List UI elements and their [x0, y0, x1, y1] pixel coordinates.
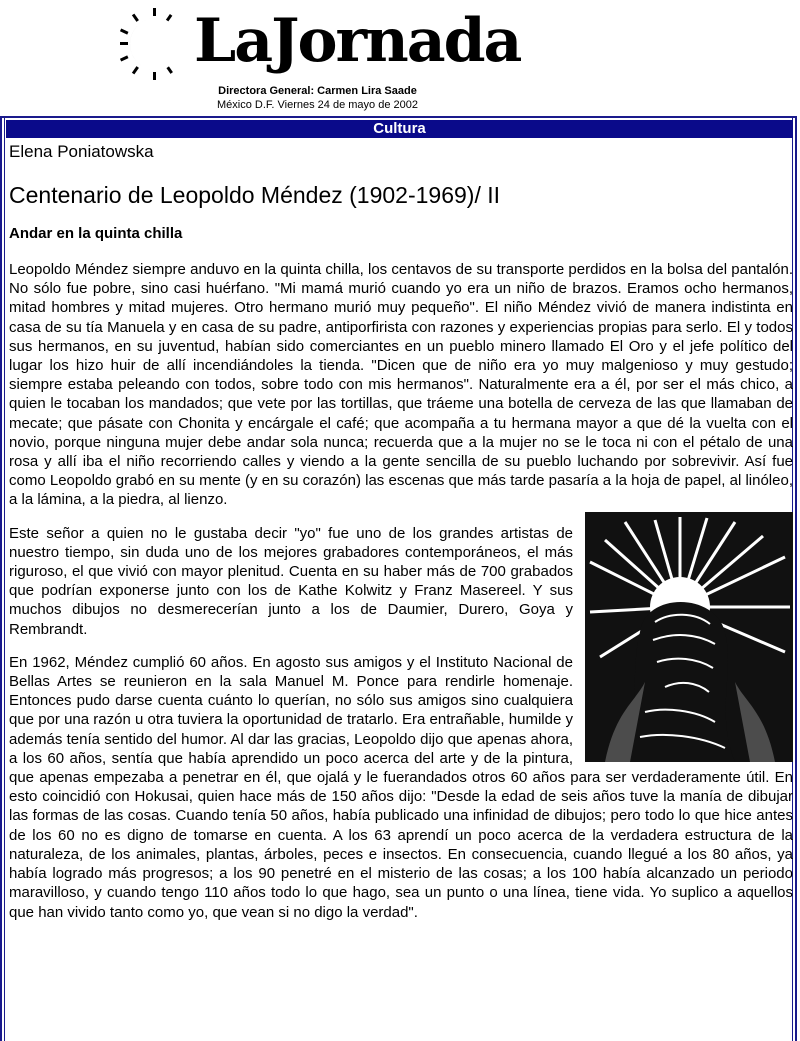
woodcut-engraving-image — [585, 512, 793, 762]
sunburst-icon — [120, 8, 192, 80]
dateline: México D.F. Viernes 24 de mayo de 2002 — [217, 99, 418, 111]
logo-wordmark: LaJornada — [194, 6, 521, 76]
logo[interactable] — [120, 6, 520, 84]
article — [9, 140, 793, 922]
director-line: Directora General: Carmen Lira Saade — [218, 85, 417, 97]
masthead — [0, 0, 800, 118]
author-byline: Elena Poniatowska — [9, 142, 154, 161]
article-paragraph: Este señor a quien no le gustaba decir "yo" fue uno de los grandes artistas de nuestro tiempo, sin duda uno de los mejores grabadores contemporáneos, el más riguroso, el que vivió con mayor plenitud. Cuenta en su haber más de 700 grabados que podrían exponerse junto con los de Kathe Kolwitz y Franz Masereel. Y sus muchos dibujos no desmerecerían junto a los de Daumier, Durero, Goya y Rembrandt. — [9, 524, 573, 638]
article-paragraph: Leopoldo Méndez siempre anduvo en la quinta chilla, los centavos de su transporte perdidos en la bolsa del pantalón. No sólo fue pobre, sino casi huérfano. "Mi mamá murió cuando yo era un niño de brazos. Eramos ocho hermanos, mitad hombres y mitad mujeres. Otro hermano murió muy pequeño". El niño Méndez vivió de manera indistinta en casa de su tía Manuela y en casa de su padre, antiporfirista con razones y experiencias propias para serlo. El y todos sus hermanos, en su juventud, habían sido comerciantes en un pueblo minero llamado El Oro y el jefe político del lugar los hizo huir de allí incendiándoles la tienda. "Dicen que de niño era yo muy malgenioso y muy gestudo; siempre estaba peleando con todos, sobre todo con mis hermanos". Naturalmente era a él, por ser el más chico, a quien le tocaban los mandados; que vete por las tortillas, que tráeme una botella de cerveza de las que llamaban de mecate; que pásate con Chonita y encárgale el café; que acompaña a tu hermana mayor a que dé la vuelta con el novio, porque ninguna mujer debe andar sola nunca; recuerda que a la mujer no se le toca ni con el pétalo de una rosa y allí iba el niño recorriendo calles y viendo a la gente sencilla de su pueblo luchando por sobrevivir. Así fue como Leopoldo grabó en su mente (y en su corazón) las escenas que más tarde pasaría a la hoja de papel, al linóleo, a la lámina, a la piedra, al lienzo. — [9, 261, 793, 509]
article-headline: Centenario de Leopoldo Méndez (1902-1969)/ II — [9, 182, 501, 208]
section-bar[interactable]: Cultura — [6, 120, 793, 138]
article-subhead: Andar en la quinta chilla — [9, 225, 183, 242]
article-paragraph: En 1962, Méndez cumplió 60 años. En agosto sus amigos y el Instituto Nacional de Bellas Artes se reunieron en la sala Manuel M. Ponce para rendirle homenaje. Entonces pudo darse cuenta cuánto lo querían, no sólo sus amigos sino cualquiera que por una razón u otra tuviera la oportunidad de tratarlo. Era entrañable, humilde y además tenía sentido del humor. Al dar las gracias, Leopoldo dijo que apenas ahora, a los 60 años, sentía que había aprendido un poco acerca del arte y de la pintura, que apenas empezaba a penetrar en él, que ojalá y le fuerandados otros 60 años para ser verdaderamente útil. En esto coincidió con Hokusai, quien hace más de 150 años dijo: "Desde la edad de seis años tuve la manía de dibujar las formas de las cosas. Cuando tenía 50 años, había publicado una infinidad de dibujos; pero todo lo que hice antes de los 60 no es digno de tomarse en cuenta. A los 63 aprendí un poco acerca de la verdadera estructura de la naturaleza, de los animales, plantas, árboles, peces e insectos. En consecuencia, cuando llegué a los 80 años, ya había logrado más progresos; a los 90 penetré en el misterio de las cosas; a los 100 había alcanzado un periodo maravilloso, y cuando tengo 110 años todo lo que hago, sea un punto o una línea, tiene vida. Yo suplico a aquellos que han vivido tanto como yo, que vean si no digo la verdad". — [9, 653, 793, 921]
